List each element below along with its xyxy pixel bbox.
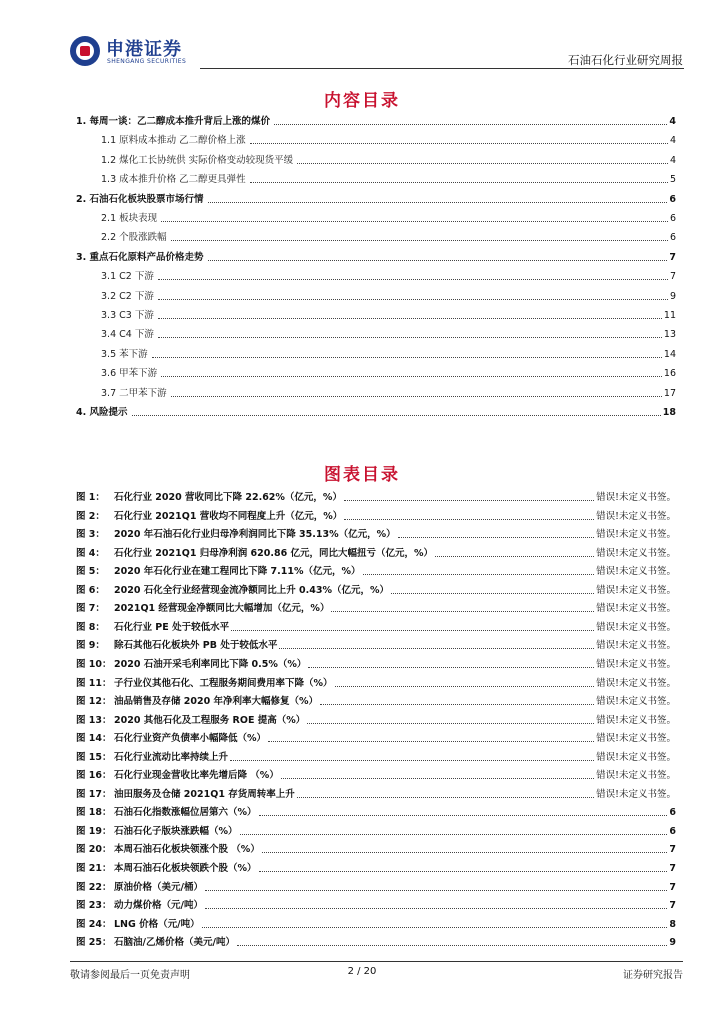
figure-entry-title: 2020 年石油石化行业归母净利润同比下降 35.13%（亿元，%） xyxy=(114,529,396,541)
figure-entry-number: 图 22： xyxy=(76,881,112,893)
toc-entry[interactable] xyxy=(101,172,676,186)
figure-leader-dots xyxy=(335,686,595,687)
figure-entry-page: 7 xyxy=(669,900,676,912)
figure-leader-dots xyxy=(398,537,595,538)
figure-entry-title: 石化行业资产负债率小幅降低（%） xyxy=(114,733,267,745)
figure-entry-number: 图 21： xyxy=(76,863,112,874)
figure-entry-page: 错误!未定义书签。 xyxy=(596,640,676,652)
toc-entry-page: 9 xyxy=(669,290,676,302)
figure-entry-page: 7 xyxy=(669,863,676,874)
figure-leader-dots xyxy=(230,760,594,761)
figure-entry-page: 错误!未定义书签。 xyxy=(596,492,676,503)
toc-entry-label: 1. 每周一谈：乙二醇成本推升背后上涨的煤价 xyxy=(76,116,271,127)
figure-entry[interactable] xyxy=(76,824,676,838)
figure-entry-number: 图 6： xyxy=(76,584,105,596)
figure-entry-title: 石油石化指数涨幅位居第六（%） xyxy=(114,807,257,819)
figure-entry-title: 原油价格（美元/桶） xyxy=(114,881,203,893)
toc-entry-label: 1.2 煤化工长协统供 实际价格变动较现货平缓 xyxy=(101,154,294,166)
figure-entry-title: 2020 石油开采毛利率同比下降 0.5%（%） xyxy=(114,658,307,670)
toc-leader-dots xyxy=(208,202,668,203)
figure-entry-title: 油品销售及存储 2020 年净利率大幅修复（%） xyxy=(114,696,319,708)
toc-entry-label: 3.3 C3 下游 xyxy=(101,310,154,321)
figure-entry-title: 本周石油石化板块领涨个股 （%） xyxy=(114,844,260,856)
toc-entry-label: 3.7 二甲苯下游 xyxy=(101,387,167,399)
figure-entry-number: 图 4： xyxy=(76,547,105,559)
toc-entry-page: 4 xyxy=(669,135,676,147)
toc-entry[interactable] xyxy=(76,192,676,206)
toc-leader-dots xyxy=(132,415,661,416)
header-divider xyxy=(200,68,684,69)
figure-entry-page: 错误!未定义书签。 xyxy=(596,770,676,782)
figure-list-title: 图表目录 xyxy=(324,465,400,485)
figure-entry-number: 图 7： xyxy=(76,603,105,615)
toc-leader-dots xyxy=(158,279,668,280)
toc-leader-dots xyxy=(171,240,668,241)
figure-entry[interactable] xyxy=(76,638,676,652)
figure-entry-number: 图 12： xyxy=(76,696,112,708)
figure-entry-number: 图 20： xyxy=(76,844,112,856)
figure-entry[interactable] xyxy=(76,583,676,597)
toc-leader-dots xyxy=(274,124,667,125)
toc-entry-label: 1.1 原料成本推动 乙二醇价格上涨 xyxy=(101,135,246,147)
figure-entry-number: 图 19： xyxy=(76,825,112,837)
toc-leader-dots xyxy=(158,337,662,338)
figure-entry-title: 石化行业 2020 营收同比下降 22.62%（亿元，%） xyxy=(114,492,342,503)
logo-icon xyxy=(70,36,100,66)
figure-entry[interactable] xyxy=(76,805,676,819)
figure-entry-page: 错误!未定义书签。 xyxy=(596,658,676,670)
company-logo xyxy=(70,34,210,70)
figure-entry[interactable] xyxy=(76,935,676,949)
figure-leader-dots xyxy=(268,741,594,742)
toc-entry[interactable] xyxy=(76,114,676,128)
toc-entry-label: 1.3 成本推升价格 乙二醇更具弹性 xyxy=(101,174,246,186)
figure-entry-number: 图 11： xyxy=(76,677,112,689)
toc-leader-dots xyxy=(297,163,668,164)
toc-leader-dots xyxy=(171,396,662,397)
toc-leader-dots xyxy=(250,143,668,144)
toc-entry-label: 4. 风险提示 xyxy=(76,407,128,418)
figure-leader-dots xyxy=(259,871,668,872)
figure-entry[interactable] xyxy=(76,527,676,541)
figure-entry[interactable] xyxy=(76,861,676,875)
footer-divider xyxy=(70,961,683,962)
figure-leader-dots xyxy=(308,667,594,668)
figure-entry-title: 2020 石化全行业经营现金流净额同比上升 0.43%（亿元，%） xyxy=(114,584,390,596)
toc-entry[interactable] xyxy=(101,366,676,380)
figure-entry-number: 图 1： xyxy=(76,492,105,503)
toc-title: 内容目录 xyxy=(324,91,400,111)
toc-entry-page: 6 xyxy=(669,232,676,244)
figure-entry[interactable] xyxy=(76,713,676,727)
figure-entry-page: 7 xyxy=(669,881,676,893)
toc-entry-page: 6 xyxy=(669,193,676,205)
figure-leader-dots xyxy=(344,500,594,501)
toc-entry[interactable] xyxy=(101,153,676,167)
figure-entry[interactable] xyxy=(76,768,676,782)
figure-entry-title: 2021Q1 经营现金净额同比大幅增加（亿元，%） xyxy=(114,603,330,615)
figure-entry-title: 石化行业现金营收比率先增后降 （%） xyxy=(114,770,279,782)
toc-entry[interactable] xyxy=(101,289,676,303)
toc-entry[interactable] xyxy=(101,269,676,283)
toc-entry-page: 14 xyxy=(663,348,676,360)
toc-entry[interactable] xyxy=(76,405,676,419)
figure-leader-dots xyxy=(297,797,594,798)
figure-entry-title: 2020 其他石化及工程服务 ROE 提高（%） xyxy=(114,714,306,726)
figure-leader-dots xyxy=(231,630,594,631)
figure-entry[interactable] xyxy=(76,509,676,523)
toc-entry[interactable] xyxy=(101,347,676,361)
figure-entry-number: 图 23： xyxy=(76,900,112,912)
figure-entry-title: 石化行业流动比率持续上升 xyxy=(114,751,229,763)
figure-leader-dots xyxy=(281,778,594,779)
toc-entry-page: 4 xyxy=(669,116,676,127)
figure-leader-dots xyxy=(237,945,667,946)
toc-leader-dots xyxy=(152,357,662,358)
toc-leader-dots xyxy=(158,299,668,300)
toc-leader-dots xyxy=(161,376,662,377)
figure-entry-page: 错误!未定义书签。 xyxy=(596,584,676,596)
figure-entry-title: 石化行业 2021Q1 归母净利润 620.86 亿元，同比大幅扭亏（亿元，%） xyxy=(114,547,434,559)
figure-entry[interactable] xyxy=(76,546,676,560)
toc-leader-dots xyxy=(250,182,668,183)
figure-entry-title: 本周石油石化板块领跌个股（%） xyxy=(114,863,257,874)
toc-leader-dots xyxy=(161,221,668,222)
toc-entry-label: 2.2 个股涨跌幅 xyxy=(101,232,167,244)
toc-entry-page: 11 xyxy=(663,310,676,321)
figure-entry-page: 错误!未定义书签。 xyxy=(596,510,676,522)
figure-entry-number: 图 8： xyxy=(76,621,105,633)
figure-leader-dots xyxy=(435,556,594,557)
figure-entry[interactable] xyxy=(76,787,676,801)
figure-entry-page: 6 xyxy=(669,825,676,837)
logo-name-en: SHENGANG SECURITIES xyxy=(107,58,187,65)
figure-entry-number: 图 9： xyxy=(76,640,105,652)
figure-leader-dots xyxy=(202,927,668,928)
toc-entry-label: 3.2 C2 下游 xyxy=(101,290,154,302)
figure-entry[interactable] xyxy=(76,880,676,894)
figure-entry-title: 石油石化子版块涨跌幅（%） xyxy=(114,825,238,837)
toc-entry-page: 5 xyxy=(669,174,676,186)
footer-report-type: 证券研究报告 xyxy=(623,970,683,981)
toc-entry-page: 16 xyxy=(663,368,676,380)
figure-entry-title: 石化行业 2021Q1 营收均不同程度上升（亿元，%） xyxy=(114,510,343,522)
toc-entry[interactable] xyxy=(101,386,676,400)
toc-entry[interactable] xyxy=(76,250,676,264)
figure-entry-page: 错误!未定义书签。 xyxy=(596,547,676,559)
figure-entry-number: 图 15： xyxy=(76,751,112,763)
figure-entry-title: LNG 价格（元/吨） xyxy=(114,918,200,930)
toc-entry[interactable] xyxy=(101,133,676,147)
toc-entry[interactable] xyxy=(101,211,676,225)
toc-entry-page: 18 xyxy=(662,407,676,418)
figure-leader-dots xyxy=(279,648,594,649)
figure-entry-page: 7 xyxy=(669,844,676,856)
figure-entry-number: 图 24： xyxy=(76,918,112,930)
figure-entry-page: 错误!未定义书签。 xyxy=(596,529,676,541)
figure-entry-number: 图 25： xyxy=(76,937,112,949)
toc-entry[interactable] xyxy=(101,230,676,244)
toc-entry-page: 7 xyxy=(669,251,676,263)
figure-entry[interactable] xyxy=(76,676,676,690)
figure-entry-number: 图 3： xyxy=(76,529,105,541)
page-header xyxy=(70,34,683,70)
toc-entry-label: 3.6 甲苯下游 xyxy=(101,368,158,380)
figure-entry[interactable] xyxy=(76,842,676,856)
figure-entry-page: 6 xyxy=(669,807,676,819)
page-number: 2 / 20 xyxy=(347,966,377,977)
toc-entry-page: 6 xyxy=(669,213,676,224)
figure-entry[interactable] xyxy=(76,657,676,671)
figure-entry-number: 图 13： xyxy=(76,714,112,726)
figure-entry-page: 错误!未定义书签。 xyxy=(596,603,676,615)
figure-entry-page: 错误!未定义书签。 xyxy=(596,566,676,578)
figure-entry-number: 图 2： xyxy=(76,510,105,522)
toc-entry-label: 2.1 板块表现 xyxy=(101,213,158,224)
figure-entry-title: 除石其他石化板块外 PB 处于较低水平 xyxy=(114,640,278,652)
figure-entry-page: 错误!未定义书签。 xyxy=(596,733,676,745)
toc-leader-dots xyxy=(208,260,668,261)
figure-leader-dots xyxy=(205,890,667,891)
toc-entry-label: 3. 重点石化原料产品价格走势 xyxy=(76,251,204,263)
toc-entry-label: 3.5 苯下游 xyxy=(101,348,148,360)
figure-entry-title: 石脑油/乙烯价格（美元/吨） xyxy=(114,937,235,949)
toc-entry-page: 13 xyxy=(663,329,676,341)
figure-entry-page: 错误!未定义书签。 xyxy=(596,696,676,708)
figure-leader-dots xyxy=(344,519,594,520)
figure-entry-page: 错误!未定义书签。 xyxy=(596,788,676,800)
figure-entry-title: 2020 年石化行业在建工程同比下降 7.11%（亿元，%） xyxy=(114,566,361,578)
figure-entry[interactable] xyxy=(76,898,676,912)
toc-entry-label: 3.4 C4 下游 xyxy=(101,329,154,341)
footer-disclaimer: 敬请参阅最后一页免责声明 xyxy=(70,970,190,981)
figure-entry-page: 8 xyxy=(669,918,676,930)
toc-entry-label: 3.1 C2 下游 xyxy=(101,271,154,283)
toc-entry-label: 2. 石油石化板块股票市场行情 xyxy=(76,193,204,205)
toc-entry-page: 17 xyxy=(663,387,676,399)
figure-leader-dots xyxy=(391,593,594,594)
figure-entry[interactable] xyxy=(76,564,676,578)
figure-leader-dots xyxy=(331,611,594,612)
figure-entry-title: 动力煤价格（元/吨） xyxy=(114,900,203,912)
figure-entry-number: 图 10： xyxy=(76,658,112,670)
figure-leader-dots xyxy=(320,704,594,705)
toc-entry-page: 7 xyxy=(669,271,676,283)
toc-entry[interactable] xyxy=(101,308,676,322)
figure-entry-page: 9 xyxy=(669,937,676,949)
figure-entry[interactable] xyxy=(76,917,676,931)
figure-entry[interactable] xyxy=(76,601,676,615)
figure-leader-dots xyxy=(262,852,668,853)
figure-entry-number: 图 17： xyxy=(76,788,112,800)
figure-entry-number: 图 5： xyxy=(76,566,105,578)
figure-entry-number: 图 14： xyxy=(76,733,112,745)
report-title: 石油石化行业研究周报 xyxy=(568,53,683,67)
toc-entry-page: 4 xyxy=(669,154,676,166)
logo-name-cn: 申港证券 xyxy=(106,39,182,60)
figure-entry-title: 油田服务及仓储 2021Q1 存货周转率上升 xyxy=(114,788,295,800)
figure-entry-number: 图 18： xyxy=(76,807,112,819)
figure-entry-title: 石化行业 PE 处于较低水平 xyxy=(114,621,230,633)
figure-entry[interactable] xyxy=(76,490,676,504)
figure-entry-title: 子行业仪其他石化、工程服务期间费用率下降（%） xyxy=(114,677,333,689)
figure-entry[interactable] xyxy=(76,620,676,634)
figure-entry[interactable] xyxy=(76,750,676,764)
figure-leader-dots xyxy=(205,908,667,909)
figure-entry-page: 错误!未定义书签。 xyxy=(596,751,676,763)
figure-entry-page: 错误!未定义书签。 xyxy=(596,677,676,689)
figure-entry-number: 图 16： xyxy=(76,770,112,782)
figure-leader-dots xyxy=(307,723,594,724)
figure-leader-dots xyxy=(240,834,668,835)
figure-leader-dots xyxy=(363,574,595,575)
figure-entry[interactable] xyxy=(76,731,676,745)
figure-entry-page: 错误!未定义书签。 xyxy=(596,714,676,726)
toc-entry[interactable] xyxy=(101,327,676,341)
toc-leader-dots xyxy=(158,318,662,319)
figure-leader-dots xyxy=(259,815,668,816)
figure-entry-page: 错误!未定义书签。 xyxy=(596,621,676,633)
figure-entry[interactable] xyxy=(76,694,676,708)
